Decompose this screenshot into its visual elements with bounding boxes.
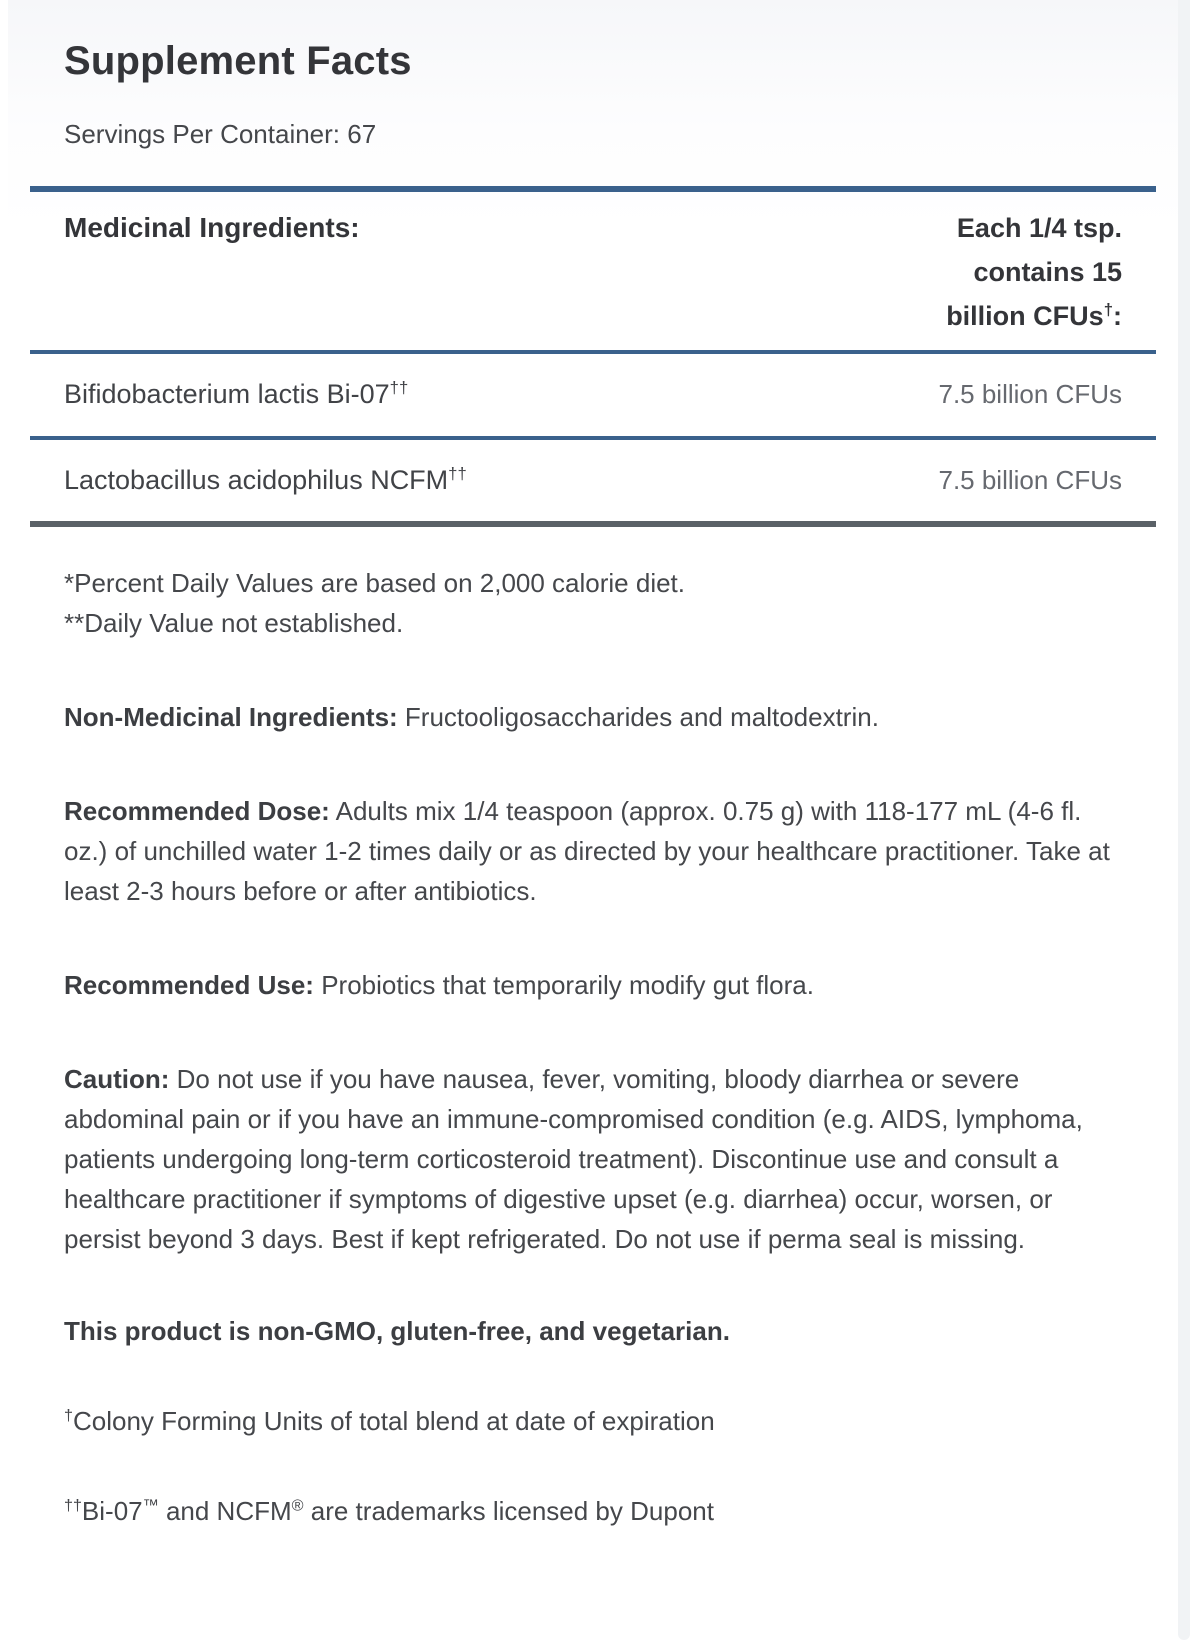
cfu-footnote: †Colony Forming Units of total blend at date of expiration (64, 1406, 715, 1437)
ingredient-amount: 7.5 billion CFUs (938, 464, 1122, 495)
ingredient-name: Bifidobacterium lactis Bi-07†† (64, 377, 409, 409)
amount-header-line2: contains 15 (973, 256, 1122, 287)
caution-label: Caution: (64, 1064, 170, 1095)
registered-symbol: ® (291, 1496, 304, 1515)
recommended-use-label: Recommended Use: (64, 970, 314, 1001)
servings-per-container: Servings Per Container: 67 (64, 119, 377, 149)
product-claims: This product is non-GMO, gluten-free, and vegetarian. (64, 1316, 730, 1347)
daily-value-not-established-note: **Daily Value not established. (64, 608, 404, 639)
ingredient-name: Lactobacillus acidophilus NCFM†† (64, 463, 467, 495)
recommended-dose: Recommended Dose: Adults mix 1/4 teaspoon (approx. 0.75 g) with 118-177 mL (4-6 fl. oz.) of unchilled water 1-2 times daily or as directed by your healthcare practitioner. Take at least 2-3 hours before or after antibiotics. (64, 796, 1110, 907)
double-dagger-symbol: †† (448, 463, 467, 483)
recommended-dose-label: Recommended Dose: (64, 796, 330, 827)
table-header-row (30, 192, 1156, 350)
amount-column-header (912, 206, 1122, 338)
double-dagger-symbol: †† (64, 1496, 82, 1515)
daily-value-footnotes (64, 563, 1122, 643)
non-medicinal-ingredients: Non-Medicinal Ingredients: Fructooligosaccharides and maltodextrin. (64, 702, 879, 733)
supplement-facts-card (8, 0, 1178, 1640)
ingredient-amount: 7.5 billion CFUs (938, 378, 1122, 409)
amount-header-line1: Each 1/4 tsp. (956, 212, 1122, 243)
double-dagger-symbol: †† (389, 377, 409, 397)
recommended-use: Recommended Use: Probiotics that temporarily modify gut flora. (64, 970, 814, 1001)
table-row (30, 354, 1156, 436)
table-bottom-rule (30, 521, 1156, 527)
non-medicinal-label: Non-Medicinal Ingredients: (64, 702, 398, 733)
dagger-symbol: † (64, 1406, 73, 1425)
page-title: Supplement Facts (64, 39, 412, 83)
ingredients-column-header: Medicinal Ingredients: (64, 211, 360, 243)
trademark-footnote: ††Bi-07™ and NCFM® are trademarks licensed by Dupont (64, 1496, 714, 1527)
medicinal-ingredients-table (30, 186, 1156, 528)
caution: Caution: Do not use if you have nausea, fever, vomiting, bloody diarrhea or severe abdominal pain or if you have an immune-compromised condition (e.g. AIDS, lymphoma, patients undergoing long-term corticosteroid treatment). Discontinue use and consult a healthcare practitioner if symptoms of digestive upset (e.g. diarrhea) occur, worsen, or persist beyond 3 days. Best if kept refrigerated. Do not use if perma seal is missing. (64, 1064, 1083, 1255)
trademark-symbol: ™ (142, 1496, 159, 1515)
percent-daily-value-note: *Percent Daily Values are based on 2,000 calorie diet. (64, 568, 686, 599)
table-row (30, 440, 1156, 522)
dagger-symbol: † (1103, 299, 1113, 319)
amount-header-line3: billion CFUs†: (946, 299, 1122, 331)
scrollbar-track[interactable] (1178, 0, 1190, 1640)
